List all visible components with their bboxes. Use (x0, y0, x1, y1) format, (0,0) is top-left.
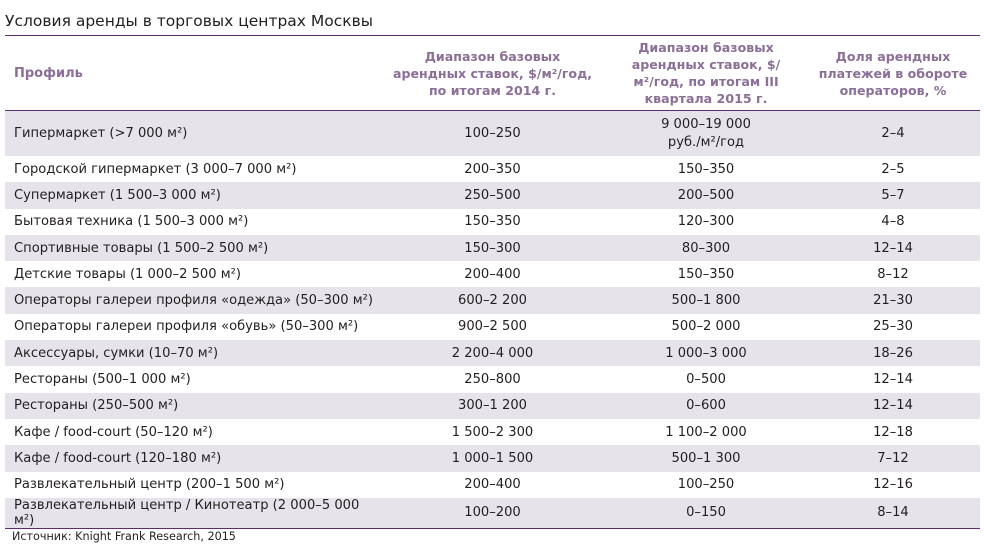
cell-share: 5–7 (806, 182, 980, 208)
cell-profile: Развлекательный центр (200–1 500 м²) (5, 472, 379, 498)
table-row (5, 314, 980, 340)
rent-table (5, 36, 980, 529)
cell-share: 25–30 (806, 314, 980, 340)
table-row (5, 340, 980, 366)
cell-range-2014: 2 200–4 000 (379, 340, 606, 366)
header-profile: Профиль (5, 36, 379, 111)
cell-range-2014: 100–200 (379, 498, 606, 529)
cell-profile: Бытовая техника (1 500–3 000 м²) (5, 209, 379, 235)
table-row (5, 419, 980, 445)
cell-range-2014: 200–350 (379, 156, 606, 182)
cell-range-2015: 0–500 (606, 366, 806, 392)
cell-share: 2–4 (806, 111, 980, 157)
cell-profile: Детские товары (1 000–2 500 м²) (5, 261, 379, 287)
cell-share: 21–30 (806, 287, 980, 313)
table-row (5, 393, 980, 419)
cell-share: 7–12 (806, 445, 980, 471)
cell-range-2015: 0–600 (606, 393, 806, 419)
cell-range-2015: 1 100–2 000 (606, 419, 806, 445)
cell-range-2015: 80–300 (606, 235, 806, 261)
cell-profile: Рестораны (500–1 000 м²) (5, 366, 379, 392)
table-row (5, 111, 980, 157)
cell-share: 18–26 (806, 340, 980, 366)
cell-range-2015: 500–1 800 (606, 287, 806, 313)
header-range-2015: Диапазон базовых арендных ставок, $/м²/год, по итогам III квартала 2015 г. (606, 36, 806, 111)
cell-range-2014: 250–500 (379, 182, 606, 208)
table-row (5, 472, 980, 498)
cell-range-2014: 200–400 (379, 472, 606, 498)
table-row (5, 182, 980, 208)
cell-share: 8–14 (806, 498, 980, 529)
cell-profile: Операторы галереи профиля «одежда» (50–300 м²) (5, 287, 379, 313)
table-row (5, 366, 980, 392)
cell-range-2014: 200–400 (379, 261, 606, 287)
cell-share: 2–5 (806, 156, 980, 182)
cell-range-2015: 500–2 000 (606, 314, 806, 340)
cell-profile: Супермаркет (1 500–3 000 м²) (5, 182, 379, 208)
cell-range-2015: 0–150 (606, 498, 806, 529)
table-row (5, 287, 980, 313)
cell-range-2015-text: 9 000–19 000 руб./м²/год (661, 116, 751, 150)
cell-profile: Кафе / food-court (120–180 м²) (5, 445, 379, 471)
cell-share: 12–16 (806, 472, 980, 498)
cell-range-2014: 300–1 200 (379, 393, 606, 419)
cell-profile: Кафе / food-court (50–120 м²) (5, 419, 379, 445)
cell-range-2014: 1 500–2 300 (379, 419, 606, 445)
cell-profile: Спортивные товары (1 500–2 500 м²) (5, 235, 379, 261)
source-note: Источник: Knight Frank Research, 2015 (12, 530, 236, 543)
table-row (5, 235, 980, 261)
cell-profile: Операторы галереи профиля «обувь» (50–300 м²) (5, 314, 379, 340)
cell-range-2014: 150–300 (379, 235, 606, 261)
cell-share: 12–14 (806, 393, 980, 419)
cell-share: 4–8 (806, 209, 980, 235)
table-header-row (5, 36, 980, 111)
table-row (5, 261, 980, 287)
cell-range-2014: 600–2 200 (379, 287, 606, 313)
page-title: Условия аренды в торговых центрах Москвы (5, 12, 374, 30)
cell-range-2014: 150–350 (379, 209, 606, 235)
cell-profile: Городской гипермаркет (3 000–7 000 м²) (5, 156, 379, 182)
cell-share: 8–12 (806, 261, 980, 287)
cell-range-2015: 500–1 300 (606, 445, 806, 471)
cell-share: 12–18 (806, 419, 980, 445)
cell-profile: Гипермаркет (>7 000 м²) (5, 111, 379, 157)
table-body (5, 111, 980, 529)
cell-profile: Аксессуары, сумки (10–70 м²) (5, 340, 379, 366)
table-row (5, 209, 980, 235)
header-share: Доля арендных платежей в обороте операторов, % (806, 36, 980, 111)
table-row (5, 156, 980, 182)
cell-profile: Рестораны (250–500 м²) (5, 393, 379, 419)
cell-range-2014: 900–2 500 (379, 314, 606, 340)
cell-range-2015: 1 000–3 000 (606, 340, 806, 366)
cell-share: 12–14 (806, 366, 980, 392)
cell-range-2014: 100–250 (379, 111, 606, 157)
table-row (5, 445, 980, 471)
cell-range-2015 (606, 111, 806, 157)
cell-share: 12–14 (806, 235, 980, 261)
cell-range-2015: 150–350 (606, 261, 806, 287)
table-row (5, 498, 980, 529)
cell-range-2014: 1 000–1 500 (379, 445, 606, 471)
cell-profile: Развлекательный центр / Кинотеатр (2 000–5 000 м²) (5, 498, 379, 529)
cell-range-2015: 120–300 (606, 209, 806, 235)
cell-range-2015: 100–250 (606, 472, 806, 498)
header-range-2014: Диапазон базовых арендных ставок, $/м²/год, по итогам 2014 г. (379, 36, 606, 111)
cell-range-2015: 200–500 (606, 182, 806, 208)
cell-range-2015: 150–350 (606, 156, 806, 182)
cell-range-2014: 250–800 (379, 366, 606, 392)
